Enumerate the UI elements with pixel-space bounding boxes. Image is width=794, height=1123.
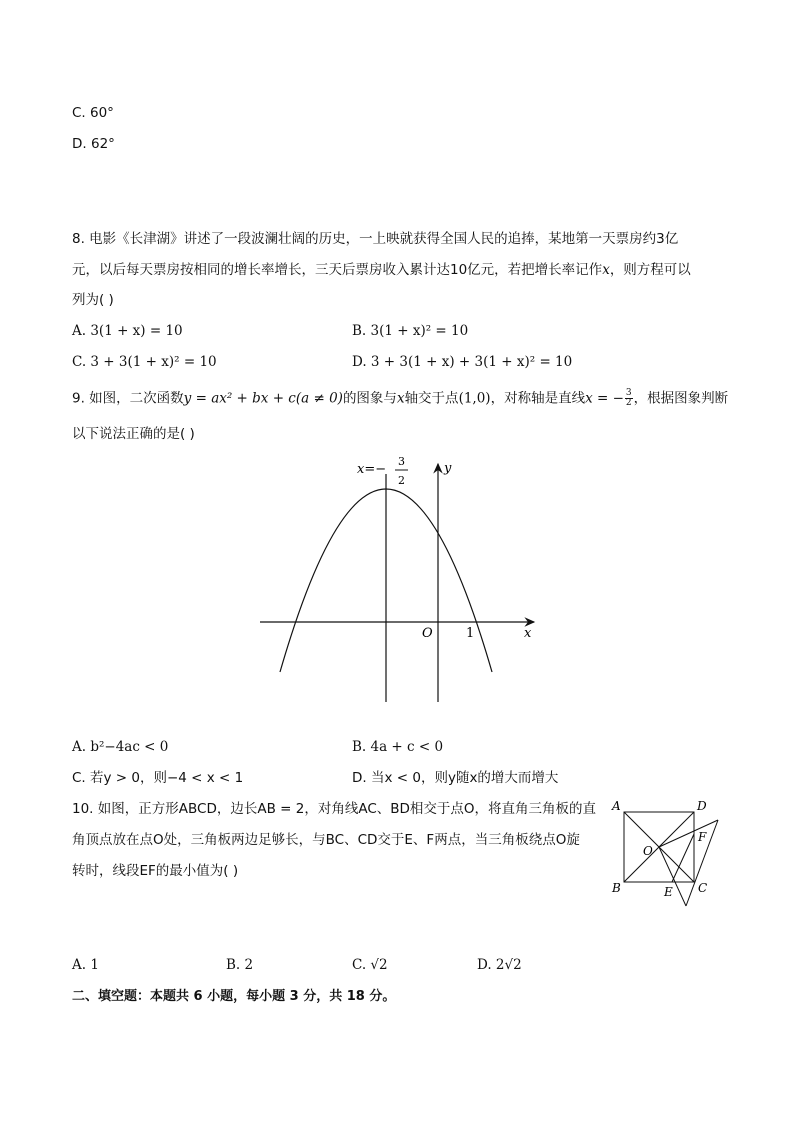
q8-text-line3: 列为( ) xyxy=(72,292,114,308)
q7-option-d: D. 62° xyxy=(72,136,115,152)
label-o: O xyxy=(643,844,653,858)
q9-line1-d: ，对称轴是直线 xyxy=(490,390,586,407)
label-e: E xyxy=(664,885,673,899)
q8-text-line1: 8. 电影《长津湖》讲述了一段波澜壮阔的历史，一上映就获得全国人民的追捧，某地第一天票房约3亿 xyxy=(72,231,679,247)
q8-option-b: B. 3(1 + x)² = 10 xyxy=(352,323,469,339)
segment-ef xyxy=(672,834,694,882)
q8-line2-b: ，则方程可以 xyxy=(609,262,691,278)
q9-var-x: x xyxy=(396,390,405,407)
q9-line1-b: 的图象与 xyxy=(342,390,397,407)
one-label: 1 xyxy=(466,626,475,641)
q10-option-c: C. √2 xyxy=(352,957,388,973)
q9-axis-eq: x = − xyxy=(585,390,624,407)
q9-option-b: B. 4a + c < 0 xyxy=(352,739,444,755)
q9-frac-den: 2 xyxy=(625,398,632,408)
q9-option-a: A. b²−4ac < 0 xyxy=(72,739,169,755)
q8-line2-a: 元，以后每天票房按相同的增长率增长，三天后票房收入累计达10亿元，若把增长率记作 xyxy=(72,262,603,278)
x-axis-label: x xyxy=(524,626,532,641)
label-b: B xyxy=(612,881,621,895)
q9-parabola-graph xyxy=(250,450,550,710)
q9-point: (1,0) xyxy=(458,390,491,407)
symmetry-label: x=− xyxy=(357,462,387,477)
q9-line1-c: 轴交于点 xyxy=(404,390,459,407)
q9-frac-num: 3 xyxy=(625,388,632,398)
q9-option-c: C. 若y > 0，则−4 < x < 1 xyxy=(72,770,244,786)
q10-option-b: B. 2 xyxy=(226,957,254,973)
label-d: D xyxy=(697,799,707,813)
q8-option-a: A. 3(1 + x) = 10 xyxy=(72,323,183,339)
q9-text-line2: 以下说法正确的是( ) xyxy=(72,426,195,442)
q10-text-line2: 角顶点放在点O处，三角板两边足够长，与BC、CD交于E、F两点，当三角板绕点O旋 xyxy=(72,832,580,848)
label-f: F xyxy=(698,830,707,844)
q8-var-x: x xyxy=(602,262,610,278)
q8-text-line2 xyxy=(72,261,691,279)
q9-fraction xyxy=(625,389,633,408)
q9-equation: y = ax² + bx + c(a ≠ 0) xyxy=(183,390,343,407)
q8-option-d: D. 3 + 3(1 + x) + 3(1 + x)² = 10 xyxy=(352,354,573,370)
q10-square-figure xyxy=(606,796,732,908)
q10-text-line1: 10. 如图，正方形ABCD，边长AB = 2，对角线AC、BD相交于点O，将直角三角板的直 xyxy=(72,801,597,817)
section-heading-fill-in: 二、填空题：本题共 6 小题，每小题 3 分，共 18 分。 xyxy=(72,989,396,1004)
label-a: A xyxy=(612,799,621,813)
origin-label: O xyxy=(422,626,433,641)
q8-option-c: C. 3 + 3(1 + x)² = 10 xyxy=(72,354,217,370)
q9-text-line1 xyxy=(72,389,728,408)
q9-line1-e: ，根据图象判断 xyxy=(633,390,729,407)
q10-option-d: D. 2√2 xyxy=(477,957,522,973)
symmetry-frac-num: 3 xyxy=(398,455,405,468)
q7-option-c: C. 60° xyxy=(72,105,114,121)
q10-option-a: A. 1 xyxy=(72,957,99,973)
symmetry-frac-den: 2 xyxy=(398,474,405,487)
y-axis-label: y xyxy=(444,461,452,476)
q9-option-d: D. 当x < 0，则y随x的增大而增大 xyxy=(352,770,559,786)
q9-line1-a: 9. 如图，二次函数 xyxy=(72,390,184,407)
label-c: C xyxy=(698,881,708,895)
q10-text-line3: 转时，线段EF的最小值为( ) xyxy=(72,863,239,879)
